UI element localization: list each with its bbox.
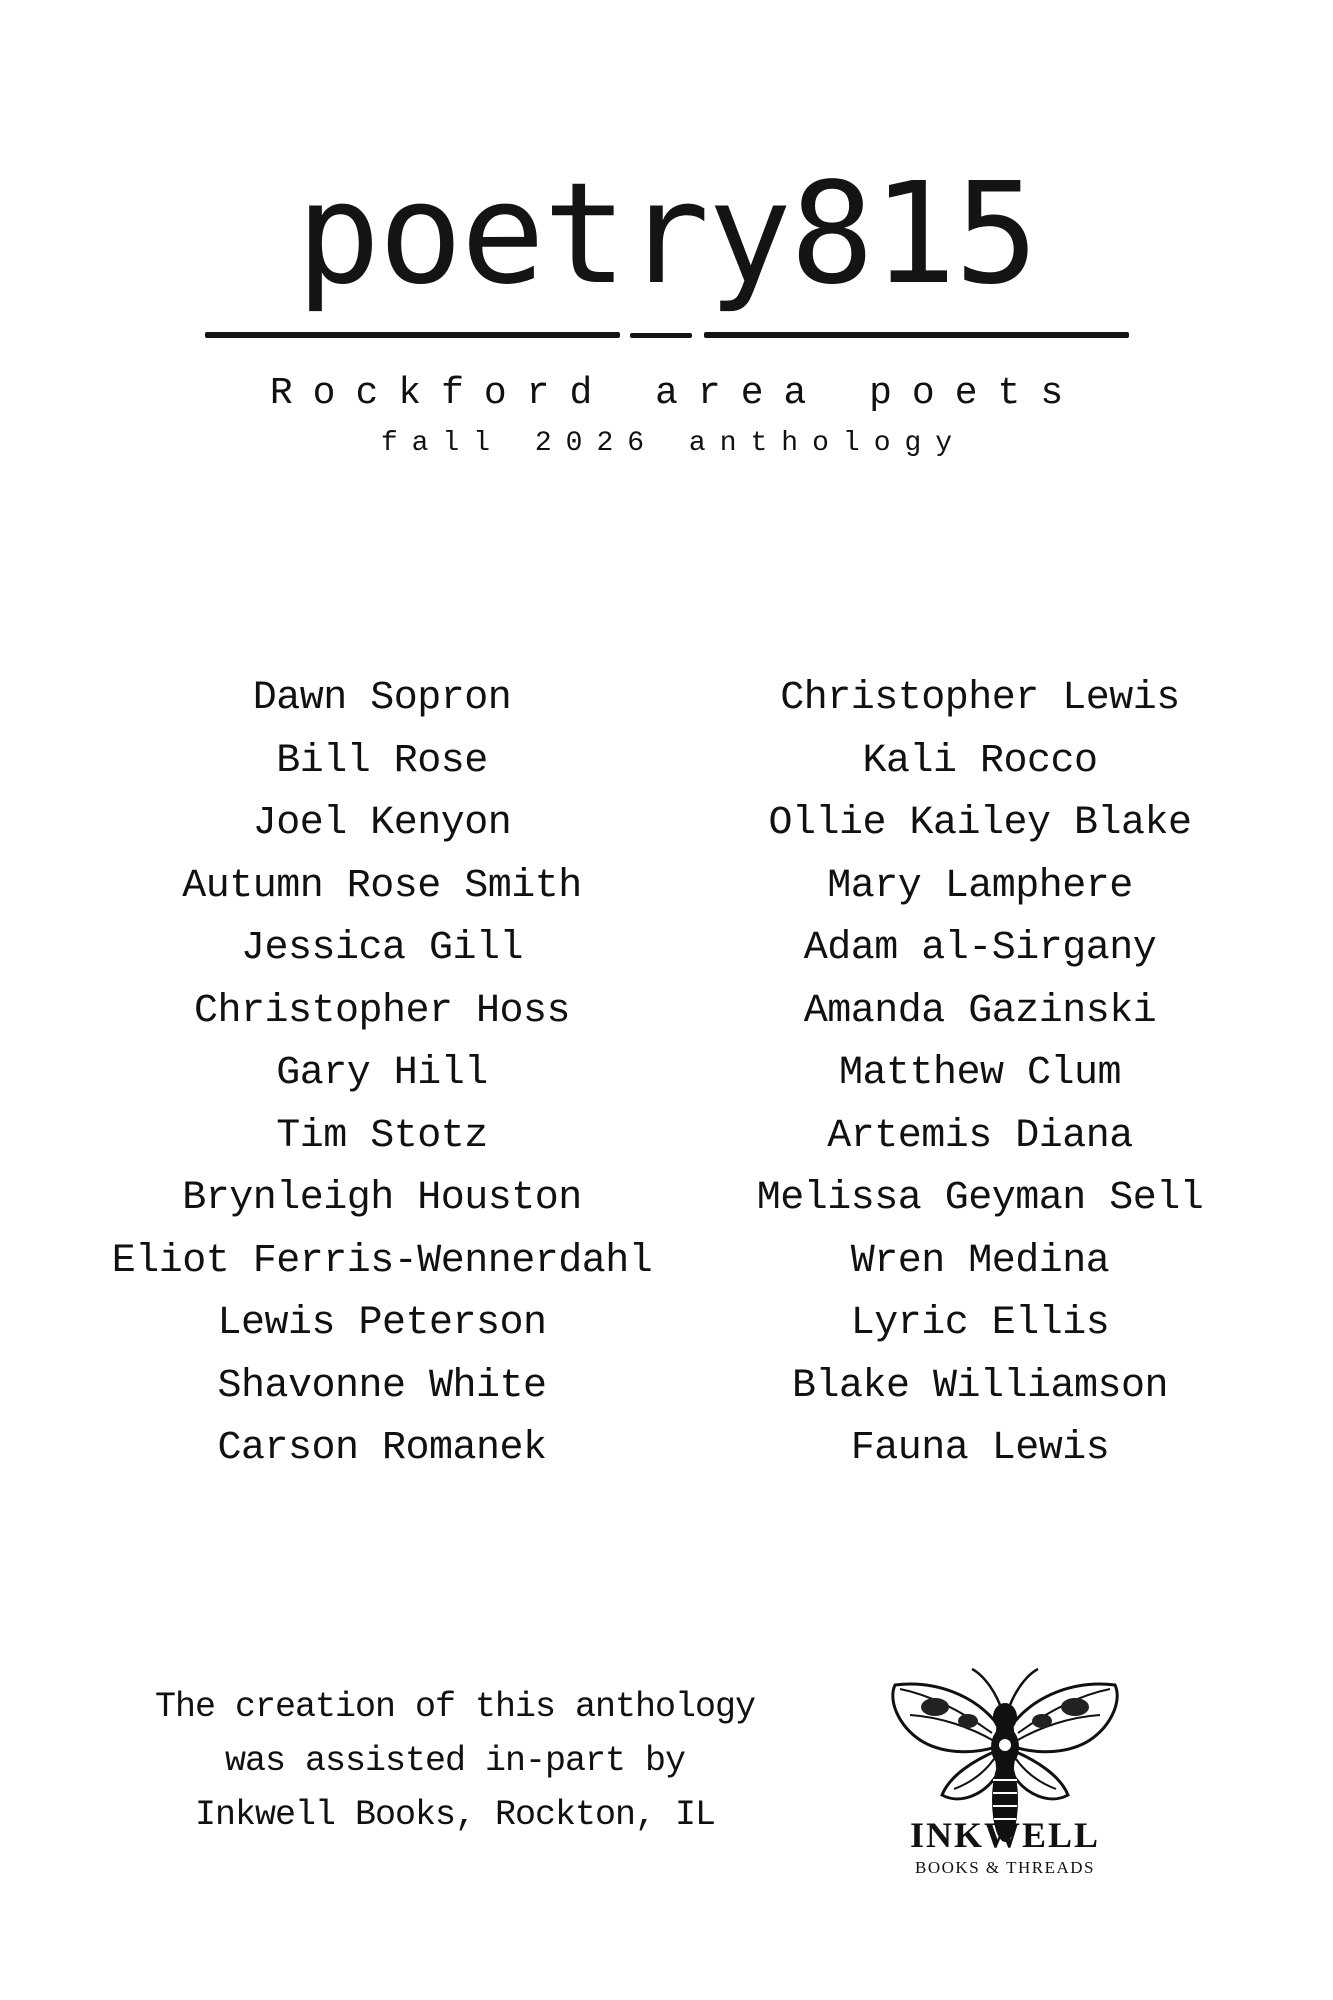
poet-name: Kali Rocco [862,738,1098,784]
poet-name: Lewis Peterson [217,1301,547,1346]
poet-name: Mary Lamphere [827,863,1133,909]
credit-line: Inkwell Books, Rockton, IL [194,1795,716,1835]
poet-name: Amanda Gazinski [803,988,1157,1034]
poet-name: Blake Williamson [791,1363,1169,1409]
poet-name: Wren Medina [850,1238,1110,1284]
subtitle: Rockford area poets [269,372,1084,415]
poet-name: Brynleigh Houston [182,1176,582,1221]
credit-note [130,1680,780,1842]
edition-label: fall 2026 anthology [380,428,967,459]
poet-name: Eliot Ferris-Wennerdahl [111,1238,653,1284]
poet-name: Shavonne White [217,1363,547,1409]
poet-name: Matthew Clum [838,1051,1122,1096]
poet-name: Ollie Kailey Blake [768,801,1192,846]
poet-name: Bill Rose [276,738,488,784]
logo-wordmark: INKWELL [909,1815,1101,1855]
page-title: poetry815 [296,153,1037,316]
poet-name: Joel Kenyon [252,801,512,846]
poet-name: Artemis Diana [827,1113,1133,1159]
poet-name: Christopher Lewis [780,676,1180,721]
credit-line: was assisted in-part by [224,1741,686,1781]
credit-line: The creation of this anthology [154,1687,756,1727]
poet-name: Adam al-Sirgany [803,926,1157,971]
poet-name: Fauna Lewis [850,1426,1110,1471]
poet-name: Melissa Geyman Sell [756,1176,1204,1221]
logo-tagline: BOOKS & THREADS [915,1858,1095,1877]
poet-name: Dawn Sopron [252,676,512,721]
title-underline [0,0,1333,360]
poet-name: Lyric Ellis [850,1301,1110,1346]
poet-list-right [700,668,1260,1481]
poet-name: Jessica Gill [240,926,524,971]
poet-name: Gary Hill [276,1051,488,1096]
poet-list-left [82,668,682,1481]
poet-name: Christopher Hoss [193,988,571,1034]
poet-name: Carson Romanek [217,1426,547,1471]
poet-name: Tim Stotz [276,1113,488,1159]
poet-name: Autumn Rose Smith [182,863,582,909]
